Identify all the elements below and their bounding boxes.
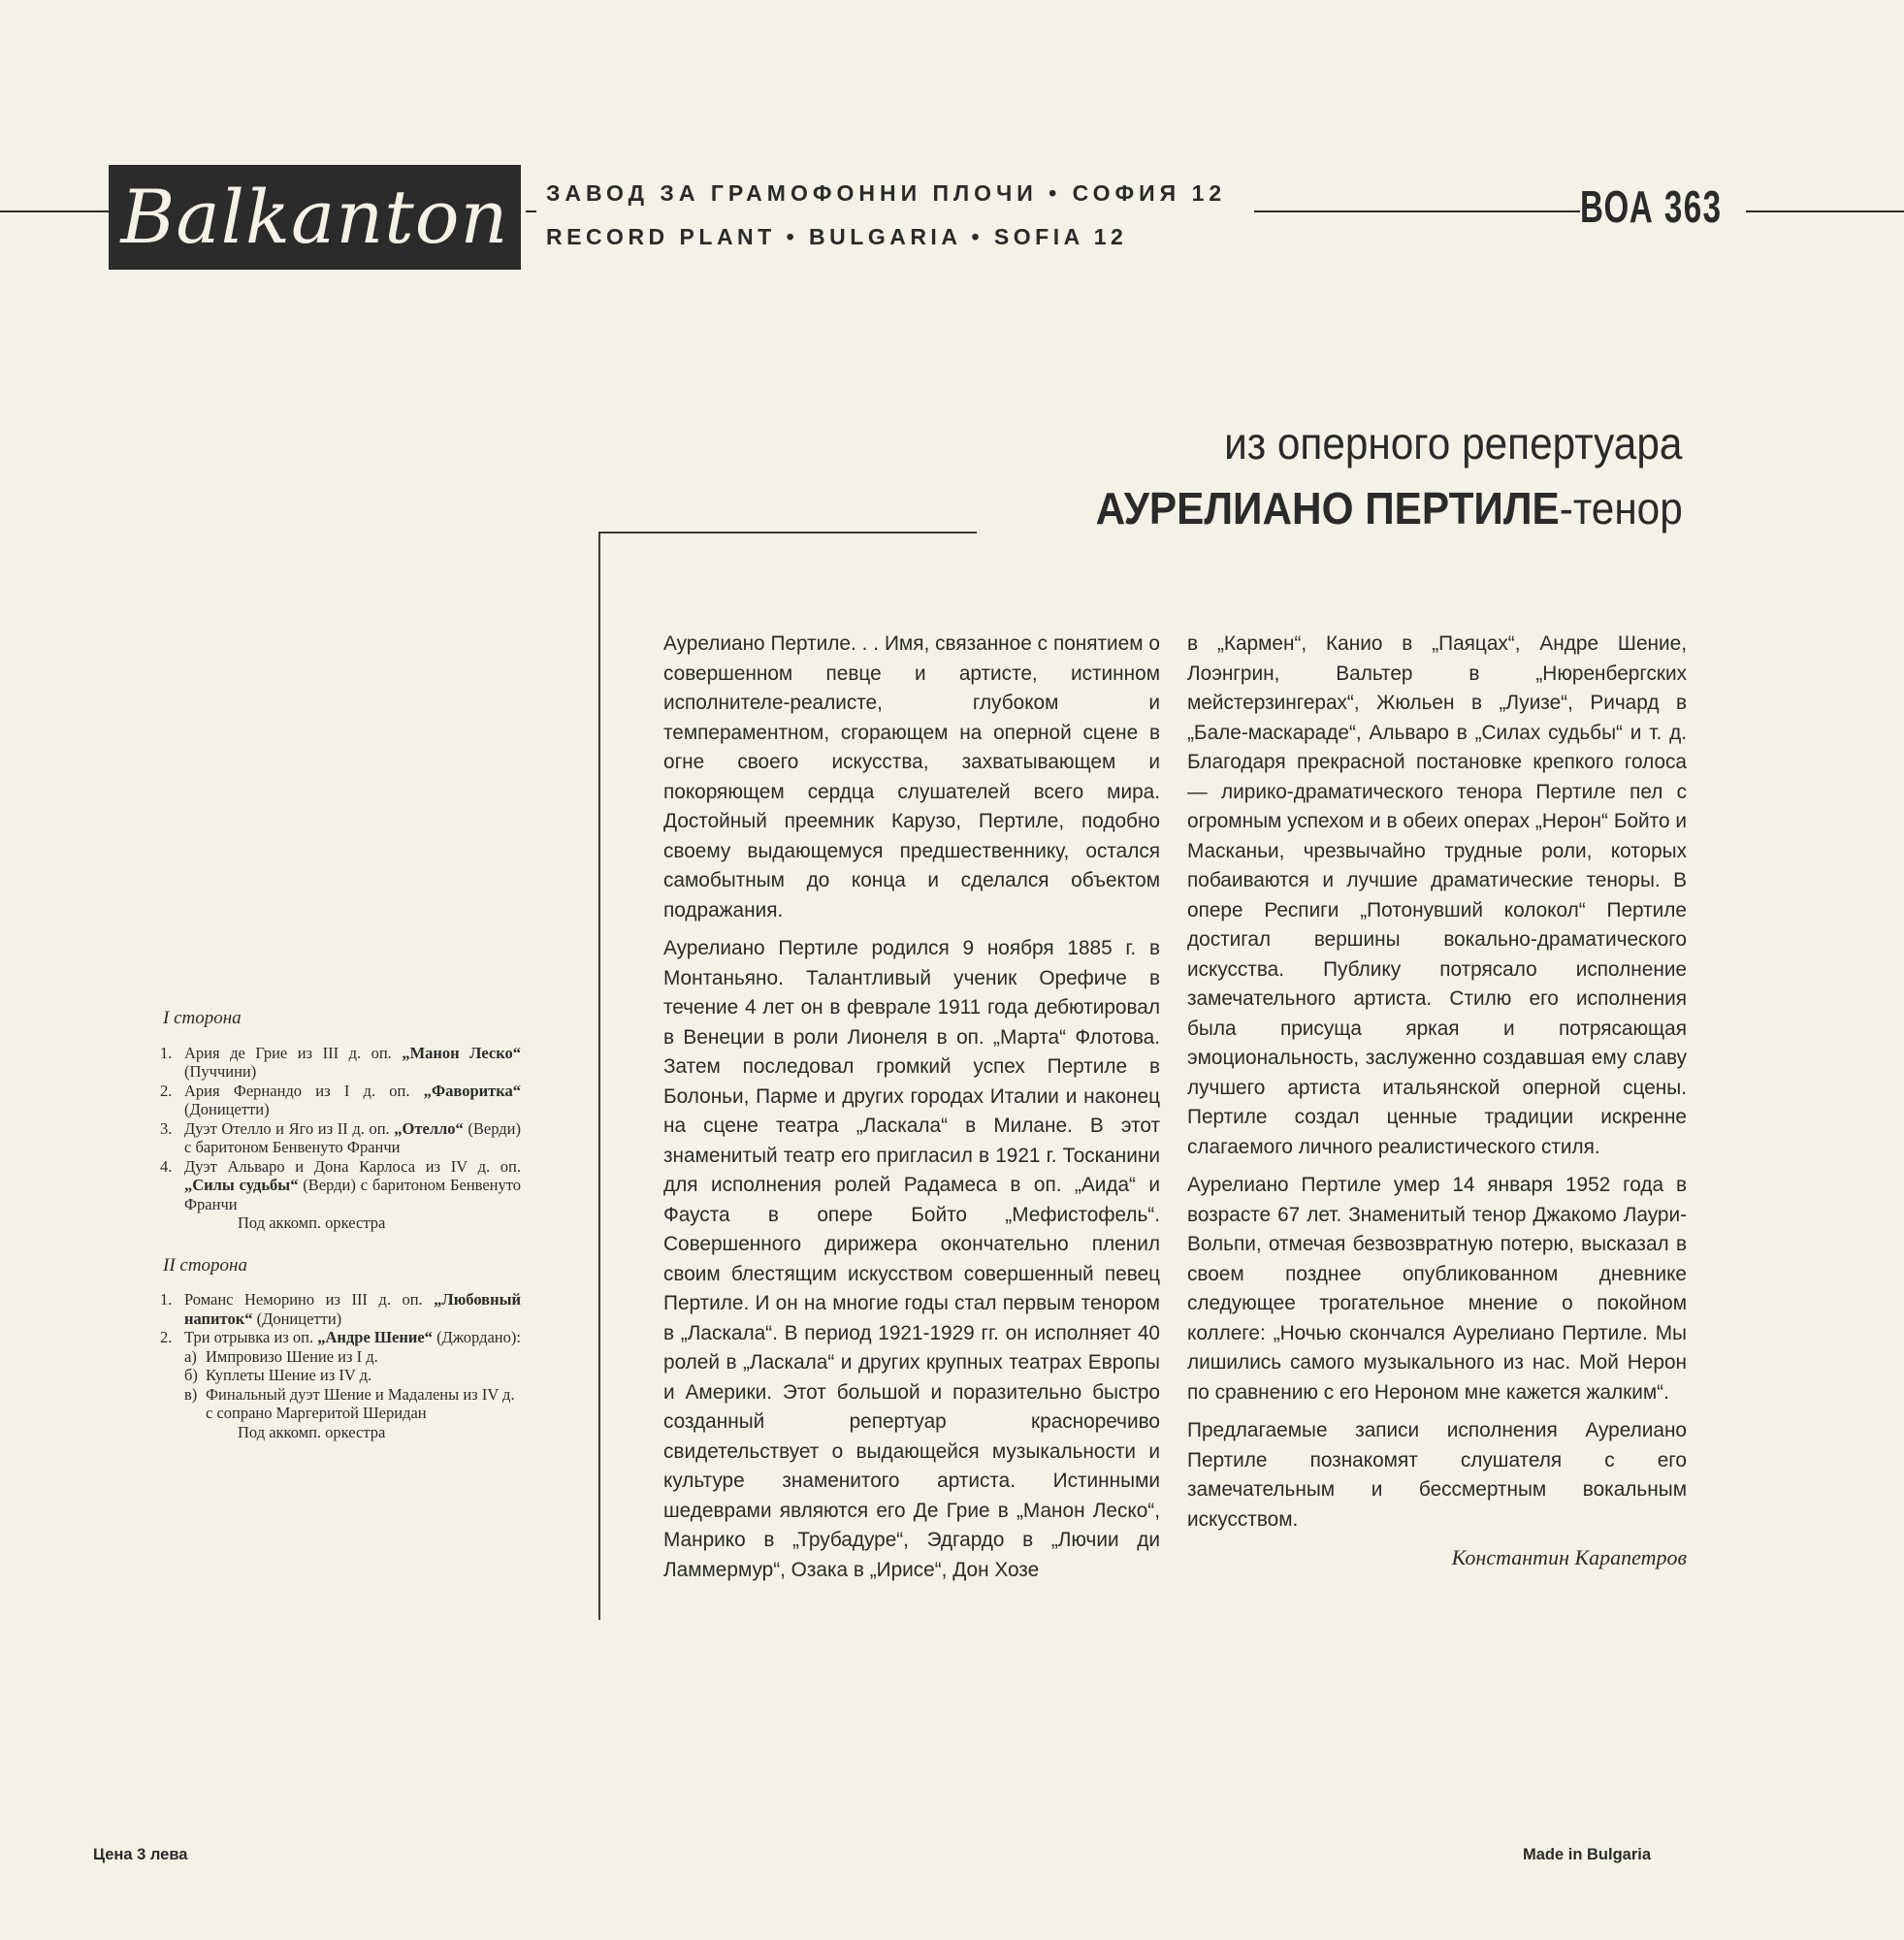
track-text: Дуэт Альваро и Дона Карлоса из IV д. оп. xyxy=(184,1156,521,1176)
track-text: Ария де Грие из III д. оп. xyxy=(184,1043,403,1062)
track-opera: „Манон Леско“ xyxy=(402,1043,521,1062)
track-number: 1. xyxy=(160,1290,173,1309)
track-text: Три отрывка из оп. xyxy=(184,1328,318,1346)
track-composer: (Доницетти) xyxy=(184,1100,270,1118)
frame-rule-vertical xyxy=(598,532,600,1620)
side-1-list xyxy=(160,1044,521,1214)
article-column-2 xyxy=(1187,630,1687,1582)
side-1-accompaniment: Под аккомп. оркестра xyxy=(238,1213,386,1232)
article-paragraph: Аурелиано Пертиле. . . Имя, связанное с понятием о совершенном певце и артисте, истинном исполнителе-реалисте, глубоком и темпераментном, сгорающем на оперной сцене в огне своего искусства, захватывающем и покоряющем сердца слушателей всего мира. Достойный преемник Карузо, Пертиле, подобно своему выдающемуся предшественнику, остался самобытным до конца и сделался объектом подражания. xyxy=(663,632,1160,922)
logo-text: Balkanton xyxy=(120,174,509,260)
track-subitem xyxy=(184,1366,521,1385)
side-2-accompaniment: Под аккомп. оркестра xyxy=(238,1422,386,1441)
tracklist xyxy=(160,1009,521,1441)
article-paragraph: в „Кармен“, Канио в „Паяцах“, Андре Шение, Лоэнгрин, Вальтер в „Нюренбергских мейстерзингерах“, Жюльен в „Луизе“, Ричард в „Бале-маскараде“, Альваро в „Силах судьбы“ и т. д. Благодаря прекрасной постановке крепкого голоса — лирико-драматического тенора Пертиле пел с огромным успехом и в обеих операх „Нерон“ Бойто и Масканьи, чрезвычайно трудные роли, которых побаиваются и лучшие драматические теноры. В опере Респиги „Потонувший колокол“ Пертиле достигал вершины вокально-драматического искусства. Публику потрясало исполнение замечательного артиста. Стилю его исполнения была присуща яркая и потрясающая эмоциональность, заслуженно создавшая ему славу лучшего артиста итальянской оперной сцены. Пертиле создал ценные традиции искренне слагаемого личного реалистического стиля. xyxy=(1187,632,1687,1158)
plant-line-bulgarian: ЗАВОД ЗА ГРАМОФОННИ ПЛОЧИ • СОФИЯ 12 xyxy=(546,180,1227,206)
track-subitem xyxy=(184,1347,521,1367)
track-composer: (Доницетти) xyxy=(252,1309,342,1328)
track-item xyxy=(160,1044,521,1082)
artist-voice: -тенор xyxy=(1560,483,1683,534)
track-number: 2. xyxy=(160,1081,173,1100)
side-1-heading: I сторона xyxy=(163,1008,242,1028)
article-paragraph: Аурелиано Пертиле умер 14 января 1952 года в возрасте 67 лет. Знаменитый тенор Джакомо Лаури-Вольпи, отмечая безвозвратную потерю, высказал в своем позднее опубликованном дневнике следующее трогательное мнение о покойном коллеге: „Ночью скончался Аурелиано Пертиле. Мы лишились самого музыкального из нас. Мой Нерон по сравнению с его Нероном мне кажется жалким“. xyxy=(1187,1174,1687,1404)
track-item xyxy=(160,1290,521,1328)
track-composer: (Верди) с баритоном Бенвенуто Франчи xyxy=(184,1176,521,1213)
track-composer: (Пуччини) xyxy=(184,1062,257,1081)
track-number: 2. xyxy=(160,1328,173,1346)
side-2-heading: II сторона xyxy=(163,1254,247,1276)
price-label: Цена 3 лева xyxy=(93,1846,188,1863)
track-number: 4. xyxy=(160,1156,173,1176)
article-author: Константин Карапетров xyxy=(1451,1545,1687,1569)
track-composer: (Верди) с баритоном Бенвенуто Франчи xyxy=(184,1118,521,1156)
track-subitem xyxy=(184,1385,521,1423)
subitem-letter: б) xyxy=(184,1366,198,1384)
track-opera: „Отелло“ xyxy=(394,1118,464,1138)
subitem-letter: а) xyxy=(184,1346,197,1366)
track-opera: „Андре Шение“ xyxy=(317,1328,433,1346)
album-title xyxy=(1096,482,1683,534)
track-item xyxy=(160,1328,521,1347)
article-paragraph: Предлагаемые записи исполнения Аурелиано Пертиле познакомят слушателя с его замечательным и бессмертным вокальным искусством. xyxy=(1187,1419,1687,1531)
track-opera: „Любовный напиток“ xyxy=(184,1290,521,1328)
track-composer: (Джордано): xyxy=(432,1328,521,1346)
track-opera: „Силы судьбы“ xyxy=(184,1176,299,1194)
catalog-number: ВОА 363 xyxy=(1580,181,1723,232)
header-rule-left xyxy=(0,210,109,212)
made-in-label: Made in Bulgaria xyxy=(1523,1846,1652,1863)
plant-line-english: RECORD PLANT • BULGARIA • SOFIA 12 xyxy=(546,224,1128,249)
track-opera: „Фаворитка“ xyxy=(423,1081,521,1100)
track-number: 1. xyxy=(160,1043,173,1062)
track-number: 3. xyxy=(160,1118,173,1138)
track-text: Дуэт Отелло и Яго из II д. оп. xyxy=(184,1118,395,1138)
article-column-1 xyxy=(663,630,1160,1594)
subitem-text: Куплеты Шение из IV д. xyxy=(206,1366,372,1384)
artist-name: АУРЕЛИАНО ПЕРТИЛЕ xyxy=(1095,483,1561,534)
balkanton-logo xyxy=(109,165,521,270)
album-subtitle: из оперного репертуара xyxy=(1223,418,1682,469)
subitem-letter: в) xyxy=(184,1384,198,1404)
subitem-text: Финальный дуэт Шение и Мадалены из IV д. с сопрано Маргеритой Шеридан xyxy=(206,1384,515,1422)
track-item xyxy=(160,1082,521,1119)
track-text: Романс Неморино из III д. оп. xyxy=(184,1290,435,1309)
header-rule-right xyxy=(1746,210,1904,212)
side-2-list xyxy=(160,1290,521,1347)
subitem-text: Импровизо Шение из I д. xyxy=(206,1346,378,1366)
track-item xyxy=(160,1157,521,1214)
frame-rule-horizontal xyxy=(598,532,977,534)
article-paragraph: Аурелиано Пертиле родился 9 ноября 1885 г. в Монтаньяно. Талантливый ученик Орефиче в течение 4 лет он в феврале 1911 года дебютировал в Венеции в роли Лионеля в оп. „Марта“ Флотова. Затем последовал громкий успех Пертиле в Болоньи, Парме и других городах Италии и наконец на сцене театра „Ласкала“ в Милане. В этот знаменитый театр его пригласил в 1921 г. Тосканини для исполнения ролей Радамеса в оп. „Аида“ и Фауста в опере Бойто „Мефистофель“. Совершенного дирижера окончательно пленил своим блестящим искусством совершенный певец Пертиле. И он на многие годы стал первым тенором в „Ласкала“. В период 1921-1929 гг. он исполняет 40 ролей в „Ласкала“ и других крупных театрах Европы и Америки. Этот большой и поразительно быстро созданный репертуар красноречиво свидетельствует о выдающейся музыкальности и культуре знаменитого артиста. Истинными шедеврами являются его Де Грие в „Манон Леско“, Манрико в „Трубадуре“, Эдгардо в „Лючии ди Ламмермур“, Озака в „Ирисе“, Дон Хозе xyxy=(663,937,1160,1581)
track-item xyxy=(160,1119,521,1157)
track-text: Ария Фернандо из I д. оп. xyxy=(184,1081,424,1100)
